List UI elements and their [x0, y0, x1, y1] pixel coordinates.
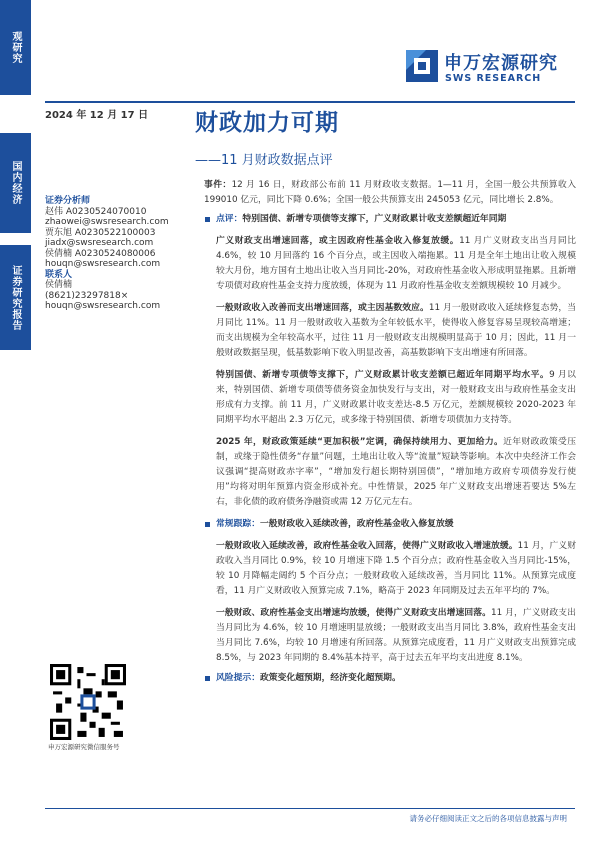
analyst-line: 侯倩楠 A0230524080006 — [45, 248, 156, 259]
analyst-label: 证券分析师 — [45, 196, 91, 206]
contact-label: 联系人 — [45, 269, 73, 280]
report-date: 2024 年 12 月 17 日 — [45, 110, 149, 121]
paragraph-4 — [204, 435, 576, 510]
point-heading — [204, 212, 576, 227]
analyst-line: 贾东旭 A0230522100003 — [45, 227, 156, 238]
event-paragraph — [204, 178, 576, 208]
point-title: 特别国债、新增专项债等支撑下，广义财政累计收支差额超近年同期 — [242, 214, 507, 224]
paragraph-6-text: 11 月，广义财政支出当月同比为 4.6%，较 10 月增速明显放缓；一般财政支出当月同比 3.8%，政府性基金支出当月同比 7.6%，均较 10 月增速有所回落。从预算完成度看，11 月广义财政支出预算完成 8.5%，与 2023 年同期的 8.4%基本持平，高于过去五年平均支出进度 8.1%。 — [216, 608, 576, 663]
paragraph-5-lead: 一般财政收入延续改善，政府性基金收入回落，使得广义财政收入增速放缓。 — [216, 541, 518, 551]
contact-line: 侯倩楠 — [45, 280, 73, 290]
contact-email[interactable]: houqn@swsresearch.com — [45, 301, 161, 311]
sidebar — [0, 0, 31, 841]
paragraph-3 — [204, 368, 576, 428]
event-label: 事件： — [204, 180, 232, 190]
tracking-heading — [204, 517, 576, 532]
paragraph-4-text: 近年财政政策受压制，或缘于隐性债务“存量”问题，土地出让收入等“流量”短缺等影响。本次中央经济工作会议强调“提高财政赤字率”，“增加发行超长期特别国债”，“增加地方政府专项债券发行使用”均将对明年预算内资金形成补充。中性情景，2025 年广义财政支出增速若要达 5%左右，非化债的政府债务净融资或需 12 万亿元左右。 — [216, 437, 576, 507]
paragraph-5-text: 11 月，广义财政收入当月同比 0.9%，较 10 月增速下降 1.5 个百分点；政府性基金收入当月同比-15%，较 10 月降幅走阔约 5 个百分点；一般财政收入延续改善，当月同比 11%。从预算完成度看，11 月广义财政收入预算完成 7.1%，略高于 2023 年同期及过去五年平均的 7%。 — [216, 541, 576, 596]
sidebar-tab-domestic-economy: 国内经济 — [0, 133, 31, 233]
header-divider — [45, 101, 575, 103]
event-text: 12 月 16 日，财政部公布前 11 月财政收支数据。1—11 月，全国一般公共预算收入 199010 亿元，同比下降 0.6%；全国一般公共预算支出 245053 亿元，同比增长 2.8%。 — [204, 180, 576, 205]
paragraph-2-text: 11 月一般财政收入延续修复态势，当月同比 11%。11 月一般财政收入基数为全年较低水平，使得收入修复容易呈现较高增速；而支出规模为全年较高水平，过往 11 月一般财政支出规模明显高于 10 月；因此，11 月一般财政数据呈现，低基数影响下收入明显改善，高基数影响下支出增速有所回落。 — [216, 303, 576, 358]
company-logo — [404, 48, 574, 88]
contact-phone: (8621)23297818× — [45, 290, 129, 301]
analyst-email[interactable]: houqn@swsresearch.com — [45, 259, 161, 269]
logo-text-en: SWS RESEARCH — [445, 73, 542, 84]
paragraph-1-lead: 广义财政支出增速回落，或主因政府性基金收入修复放缓。 — [216, 236, 460, 246]
analyst-line: 赵伟 A0230524070010 — [45, 206, 147, 217]
paragraph-2 — [204, 301, 576, 361]
risk-paragraph — [204, 671, 576, 686]
report-subtitle: ——11 月财政数据点评 — [195, 153, 333, 168]
logo-text-cn: 申万宏源研究 — [444, 53, 558, 74]
paragraph-3-lead: 特别国债、新增专项债等支撑下，广义财政累计收支差额已超近年同期平均水平。 — [216, 370, 550, 380]
sidebar-tab-research: 观研究 — [0, 0, 31, 95]
paragraph-1 — [204, 234, 576, 294]
paragraph-6-lead: 一般财政、政府性基金支出增速均放缓，使得广义财政支出增速回落。 — [216, 608, 492, 618]
paragraph-4-lead: 2025 年，财政政策延续“更加积极”定调，确保持续用力、更加给力。 — [216, 437, 504, 447]
point-label: 点评： — [216, 214, 243, 224]
paragraph-1-text: 11 月广义财政支出当月同比 4.6%，较 10 月回落约 16 个百分点，或主因收入端拖累。11 月是全年土地出让收入规模较大月份，地方国有土地出让收入当月同比-20%，对政府性基金收入形成明显拖累。且新增专项债对政府性基金支持力度放缓，体现为 11 月政府性基金收支差额规模较 10 月减少。 — [216, 236, 576, 291]
report-body — [204, 178, 576, 686]
sidebar-tab-report-type: 证券研究报告 — [0, 245, 31, 350]
paragraph-5 — [204, 539, 576, 599]
analyst-email[interactable]: zhaowei@swsresearch.com — [45, 217, 169, 227]
qr-code-icon[interactable] — [48, 664, 128, 740]
logo-icon — [404, 48, 440, 84]
paragraph-3-text: 9 月以来，特别国债、新增专项债等债务资金加快发行与支出，对一般财政支出与政府性基金支出形成有力支撑。前 11 月，广义财政累计收支差达-8.5 万亿元，差额规模较 2020-2023 年同期平均水平超出 2.3 万亿元，或多缘于特别国债、新增专项债加力支持等。 — [216, 370, 576, 425]
qr-caption: 申万宏源研究微信服务号 — [48, 743, 120, 751]
report-title: 财政加力可期 — [195, 110, 339, 136]
analyst-block — [45, 196, 185, 312]
paragraph-2-lead: 一般财政收入改善而支出增速回落，或主因基数效应。 — [216, 303, 429, 313]
tracking-label: 常规跟踪： — [216, 519, 260, 529]
analyst-email[interactable]: jiadx@swsresearch.com — [45, 238, 154, 248]
risk-label: 风险提示： — [216, 673, 260, 683]
tracking-title: 一般财政收入延续改善，政府性基金收入修复放缓 — [260, 519, 454, 529]
risk-text: 政策变化超预期，经济变化超预期。 — [260, 673, 401, 683]
footer-divider — [45, 808, 575, 809]
paragraph-6 — [204, 606, 576, 666]
disclaimer-footer: 请务必仔细阅读正文之后的各项信息披露与声明 — [409, 814, 567, 823]
